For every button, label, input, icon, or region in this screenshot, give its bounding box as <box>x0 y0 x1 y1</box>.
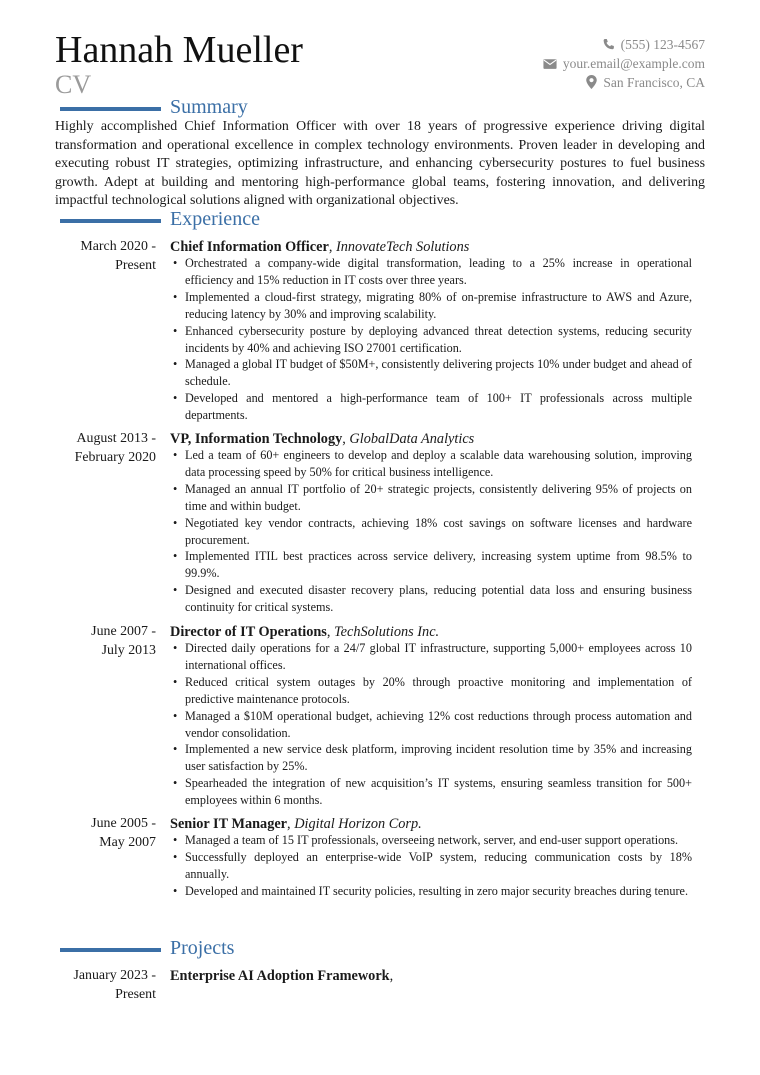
contact-location <box>543 73 705 92</box>
entry-role: Chief Information Officer <box>170 239 329 255</box>
bullet-item: • Implemented a cloud-first strategy, migrating 80% of on-premise infrastructure to AWS and Azure, reducing latency by 30% and improving scalability. <box>170 289 692 323</box>
date-end: May 2007 <box>99 835 156 850</box>
bullet-item: • Designed and executed disaster recovery plans, reducing potential data loss and ensuring business continuity for critical systems. <box>170 582 692 616</box>
entry-role: Enterprise AI Adoption Framework <box>170 968 390 984</box>
bullet-item: • Orchestrated a company-wide digital transformation, leading to a 25% increase in operational efficiency and 15% reduction in IT costs over three years. <box>170 255 692 289</box>
section-title: Projects <box>170 937 235 959</box>
entry-role: VP, Information Technology <box>170 431 343 447</box>
date-start: June 2005 - <box>91 816 156 831</box>
bullet-item: • Reduced critical system outages by 20% through proactive monitoring and implementation of predictive maintenance protocols. <box>170 674 692 708</box>
bullet-item: • Led a team of 60+ engineers to develop and deploy a scalable data warehousing solution, improving data processing speed by 50% for critical business intelligence. <box>170 447 692 481</box>
entry-org: InnovateTech Solutions <box>335 239 470 255</box>
entry-heading: Director of IT Operations, TechSolutions Inc. <box>170 624 440 640</box>
bullet-list <box>170 832 692 900</box>
bullet-item: • Developed and maintained IT security policies, resulting in zero major security breaches during tenure. <box>170 883 692 900</box>
cv-name: Hannah Mueller <box>55 29 303 71</box>
bullet-item: • Managed an annual IT portfolio of 20+ strategic projects, consistently delivering 95% of projects on time and within budget. <box>170 481 692 515</box>
date-start: August 2013 - <box>76 431 156 446</box>
section-bar <box>60 948 161 952</box>
contact-block <box>543 35 705 92</box>
date-start: June 2007 - <box>91 624 156 639</box>
bullet-item: • Spearheaded the integration of new acquisition’s IT systems, ensuring seamless transition for 500+ employees within 6 months. <box>170 775 692 809</box>
envelope-icon <box>543 58 557 70</box>
entry-role: Director of IT Operations <box>170 624 327 640</box>
bullet-item: • Implemented ITIL best practices across service delivery, increasing system uptime from 98.5% to 99.9%. <box>170 548 692 582</box>
summary-text: Highly accomplished Chief Information Officer with over 18 years of progressive experience driving digital transformation and operational excellence in complex technology environments. Proven leader in developing and executing robust IT strategies, optimizing infrastructure, and enhancing cybersecurity postures to fuel business growth. Adept at building and mentoring high-performance global teams, fostering innovation, and delivering impactful technological solutions aligned with organizational objectives. <box>55 119 705 209</box>
bullet-item: • Managed a team of 15 IT professionals, overseeing network, server, and end-user support operations. <box>170 832 692 849</box>
bullet-item: • Developed and mentored a high-performance team of 100+ IT professionals across multiple departments. <box>170 390 692 424</box>
date-start: March 2020 - <box>80 239 156 254</box>
cv-subtitle: CV <box>55 70 92 99</box>
section-bar <box>60 219 161 223</box>
phone-text: (555) 123-4567 <box>620 37 705 52</box>
entry-heading: Chief Information Officer, InnovateTech Solutions <box>170 239 470 255</box>
bullet-item: • Managed a $10M operational budget, achieving 12% cost reductions through process automation and vendor consolidation. <box>170 708 692 742</box>
entry-heading: VP, Information Technology, GlobalData Analytics <box>170 431 475 447</box>
bullet-item: • Directed daily operations for a 24/7 global IT infrastructure, supporting 5,000+ employees across 10 international offices. <box>170 640 692 674</box>
phone-icon <box>602 38 615 51</box>
bullet-item: • Enhanced cybersecurity posture by deploying advanced threat detection systems, reducing security incidents by 40% and achieving ISO 27001 certification. <box>170 323 692 357</box>
bullet-item: • Managed a global IT budget of $50M+, consistently delivering projects 10% under budget and ahead of schedule. <box>170 356 692 390</box>
date-end: Present <box>115 987 156 1002</box>
entry-org: Digital Horizon Corp. <box>294 816 422 832</box>
date-end: Present <box>115 258 156 273</box>
contact-phone <box>543 35 705 54</box>
section-bar <box>60 107 161 111</box>
contact-email <box>543 54 705 73</box>
entry-heading: Enterprise AI Adoption Framework, <box>170 968 394 984</box>
bullet-list <box>170 640 692 809</box>
section-title: Summary <box>170 96 248 118</box>
location-text: San Francisco, CA <box>603 75 705 90</box>
entry-heading: Senior IT Manager, Digital Horizon Corp. <box>170 816 422 832</box>
bullet-list <box>170 255 692 424</box>
date-end: February 2020 <box>74 450 156 465</box>
date-end: July 2013 <box>101 643 156 658</box>
bullet-list <box>170 447 692 616</box>
bullet-item: • Implemented a new service desk platform, improving incident resolution time by 35% and increasing user satisfaction by 25%. <box>170 741 692 775</box>
email-text: your.email@example.com <box>562 56 705 71</box>
section-title: Experience <box>170 208 260 230</box>
entry-role: Senior IT Manager <box>170 816 288 832</box>
date-start: January 2023 - <box>73 968 156 983</box>
bullet-item: • Successfully deployed an enterprise-wide VoIP system, reducing communication costs by 18% annually. <box>170 849 692 883</box>
bullet-item: • Negotiated key vendor contracts, achieving 18% cost savings on software licenses and hardware procurement. <box>170 515 692 549</box>
entry-org: GlobalData Analytics <box>349 431 475 447</box>
entry-org: TechSolutions Inc. <box>334 624 440 640</box>
map-marker-icon <box>586 75 597 89</box>
